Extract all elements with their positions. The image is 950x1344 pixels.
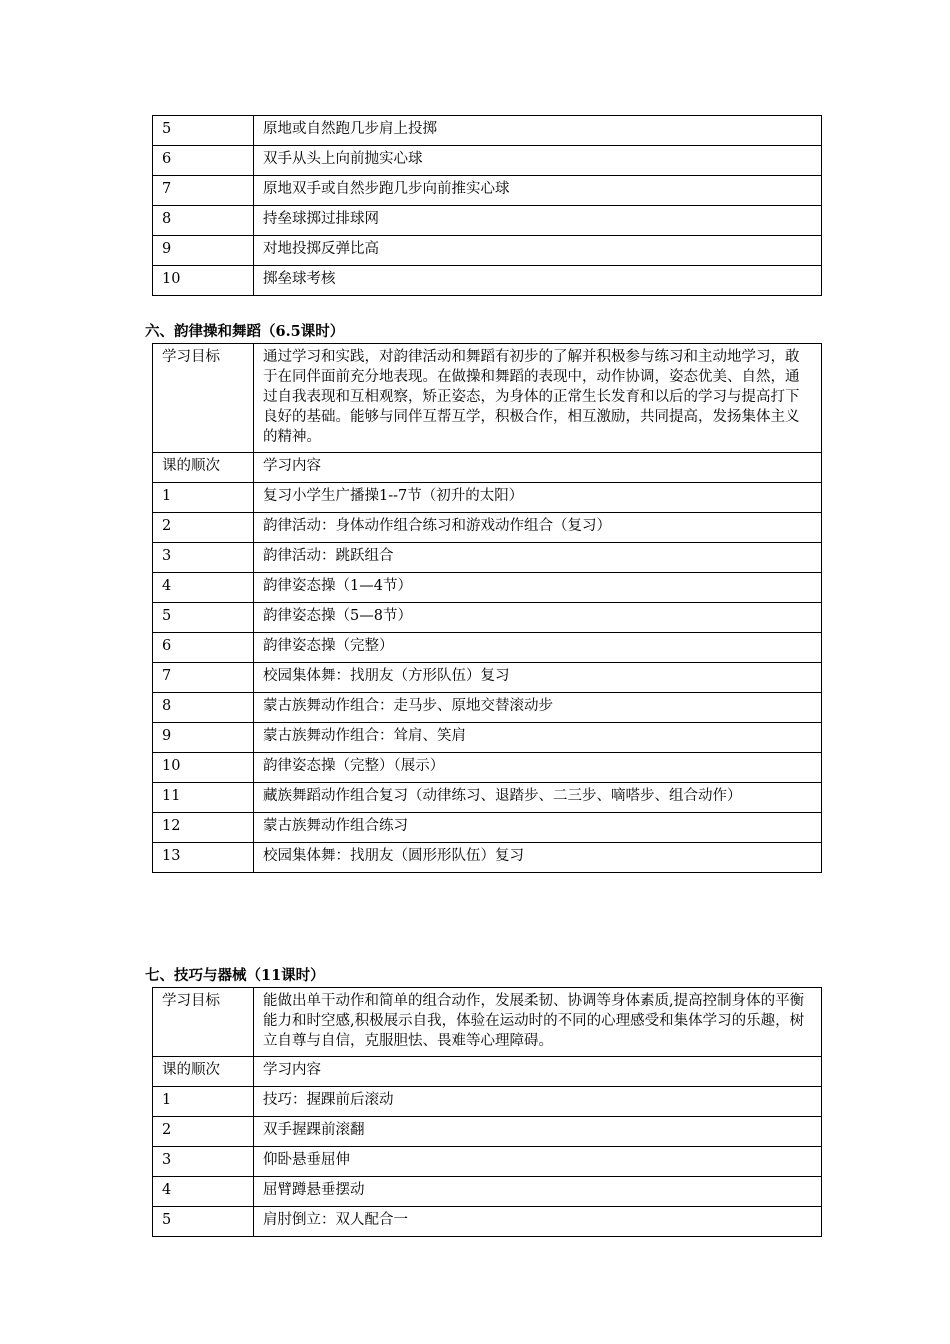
table-row <box>153 116 822 146</box>
table-row <box>153 573 822 603</box>
lesson-content: 原地双手或自然步跑几步向前推实心球 <box>254 176 822 206</box>
lesson-number: 4 <box>153 1177 254 1207</box>
lesson-content: 肩肘倒立：双人配合一 <box>254 1207 822 1237</box>
lesson-number: 8 <box>153 693 254 723</box>
goal-text: 能做出单干动作和简单的组合动作，发展柔韧、协调等身体素质,提高控制身体的平衡能力和时空感,积极展示自我，体验在运动时的不同的心理感受和集体学习的乐趣，树立自尊与自信，克服胆怯、畏难等心理障碍。 <box>254 988 822 1057</box>
table-row <box>153 633 822 663</box>
col-order-header: 课的顺次 <box>153 453 254 483</box>
table-row <box>153 1087 822 1117</box>
lesson-number: 5 <box>153 1207 254 1237</box>
lesson-number: 3 <box>153 1147 254 1177</box>
lesson-number: 7 <box>153 663 254 693</box>
lesson-content: 掷垒球考核 <box>254 266 822 296</box>
section-six-heading: 六、韵律操和舞蹈（6.5课时） <box>145 323 345 340</box>
table-row <box>153 663 822 693</box>
lesson-content: 韵律活动：跳跃组合 <box>254 543 822 573</box>
lesson-content: 双手从头上向前抛实心球 <box>254 146 822 176</box>
lesson-content: 技巧：握踝前后滚动 <box>254 1087 822 1117</box>
table-row <box>153 266 822 296</box>
goal-label: 学习目标 <box>153 988 254 1057</box>
lesson-number: 2 <box>153 1117 254 1147</box>
lesson-content: 蒙古族舞动作组合：走马步、原地交替滚动步 <box>254 693 822 723</box>
lesson-content: 韵律活动：身体动作组合练习和游戏动作组合（复习） <box>254 513 822 543</box>
col-order-header: 课的顺次 <box>153 1057 254 1087</box>
lesson-number: 2 <box>153 513 254 543</box>
lesson-content: 仰卧悬垂屈伸 <box>254 1147 822 1177</box>
lesson-number: 11 <box>153 783 254 813</box>
lesson-number: 7 <box>153 176 254 206</box>
col-content-header: 学习内容 <box>254 453 822 483</box>
col-content-header: 学习内容 <box>254 1057 822 1087</box>
lesson-number: 5 <box>153 116 254 146</box>
header-row <box>153 1057 822 1087</box>
throwing-lessons-table <box>152 115 822 296</box>
lesson-content: 校园集体舞：找朋友（圆形形队伍）复习 <box>254 843 822 873</box>
lesson-content: 对地投掷反弹比高 <box>254 236 822 266</box>
table-row <box>153 603 822 633</box>
lesson-number: 10 <box>153 753 254 783</box>
lesson-content: 原地或自然跑几步肩上投掷 <box>254 116 822 146</box>
table-row <box>153 146 822 176</box>
table-row <box>153 813 822 843</box>
goal-label: 学习目标 <box>153 344 254 453</box>
goal-row <box>153 344 822 453</box>
lesson-number: 1 <box>153 483 254 513</box>
table-row <box>153 723 822 753</box>
lesson-content: 韵律姿态操（完整） <box>254 633 822 663</box>
lesson-content: 双手握踝前滚翻 <box>254 1117 822 1147</box>
lesson-number: 12 <box>153 813 254 843</box>
table-row <box>153 236 822 266</box>
lesson-number: 5 <box>153 603 254 633</box>
table-row <box>153 1147 822 1177</box>
lesson-number: 4 <box>153 573 254 603</box>
lesson-content: 蒙古族舞动作组合练习 <box>254 813 822 843</box>
lesson-number: 1 <box>153 1087 254 1117</box>
table-row <box>153 513 822 543</box>
lesson-content: 蒙古族舞动作组合：耸肩、笑肩 <box>254 723 822 753</box>
lesson-number: 3 <box>153 543 254 573</box>
lesson-content: 持垒球掷过排球网 <box>254 206 822 236</box>
lesson-number: 6 <box>153 146 254 176</box>
table-row <box>153 843 822 873</box>
table-row <box>153 483 822 513</box>
lesson-number: 9 <box>153 236 254 266</box>
section-seven-heading: 七、技巧与器械（11课时） <box>145 967 325 984</box>
table-row <box>153 753 822 783</box>
table-row <box>153 693 822 723</box>
goal-row <box>153 988 822 1057</box>
table-row <box>153 1117 822 1147</box>
lesson-content: 韵律姿态操（1—4节） <box>254 573 822 603</box>
table-row <box>153 783 822 813</box>
table-row <box>153 1207 822 1237</box>
lesson-number: 8 <box>153 206 254 236</box>
lesson-number: 10 <box>153 266 254 296</box>
rhythm-dance-table <box>152 343 822 873</box>
goal-text: 通过学习和实践，对韵律活动和舞蹈有初步的了解并积极参与练习和主动地学习，敢于在同伴面前充分地表现。在做操和舞蹈的表现中，动作协调，姿态优美、自然，通过自我表现和互相观察，矫正姿态，为身体的正常生长发育和以后的学习与提高打下良好的基础。能够与同伴互帮互学，积极合作，相互激励，共同提高，发扬集体主义的精神。 <box>254 344 822 453</box>
lesson-content: 韵律姿态操（完整）（展示） <box>254 753 822 783</box>
lesson-content: 屈臂蹲悬垂摆动 <box>254 1177 822 1207</box>
lesson-content: 复习小学生广播操1--7节（初升的太阳） <box>254 483 822 513</box>
lesson-content: 韵律姿态操（5—8节） <box>254 603 822 633</box>
lesson-content: 校园集体舞：找朋友（方形队伍）复习 <box>254 663 822 693</box>
lesson-number: 13 <box>153 843 254 873</box>
table-row <box>153 176 822 206</box>
lesson-content: 藏族舞蹈动作组合复习（动律练习、退踏步、二三步、嘀嗒步、组合动作） <box>254 783 822 813</box>
table-row <box>153 543 822 573</box>
table-row <box>153 206 822 236</box>
lesson-number: 9 <box>153 723 254 753</box>
table-row <box>153 1177 822 1207</box>
skills-apparatus-table <box>152 987 822 1237</box>
header-row <box>153 453 822 483</box>
lesson-number: 6 <box>153 633 254 663</box>
